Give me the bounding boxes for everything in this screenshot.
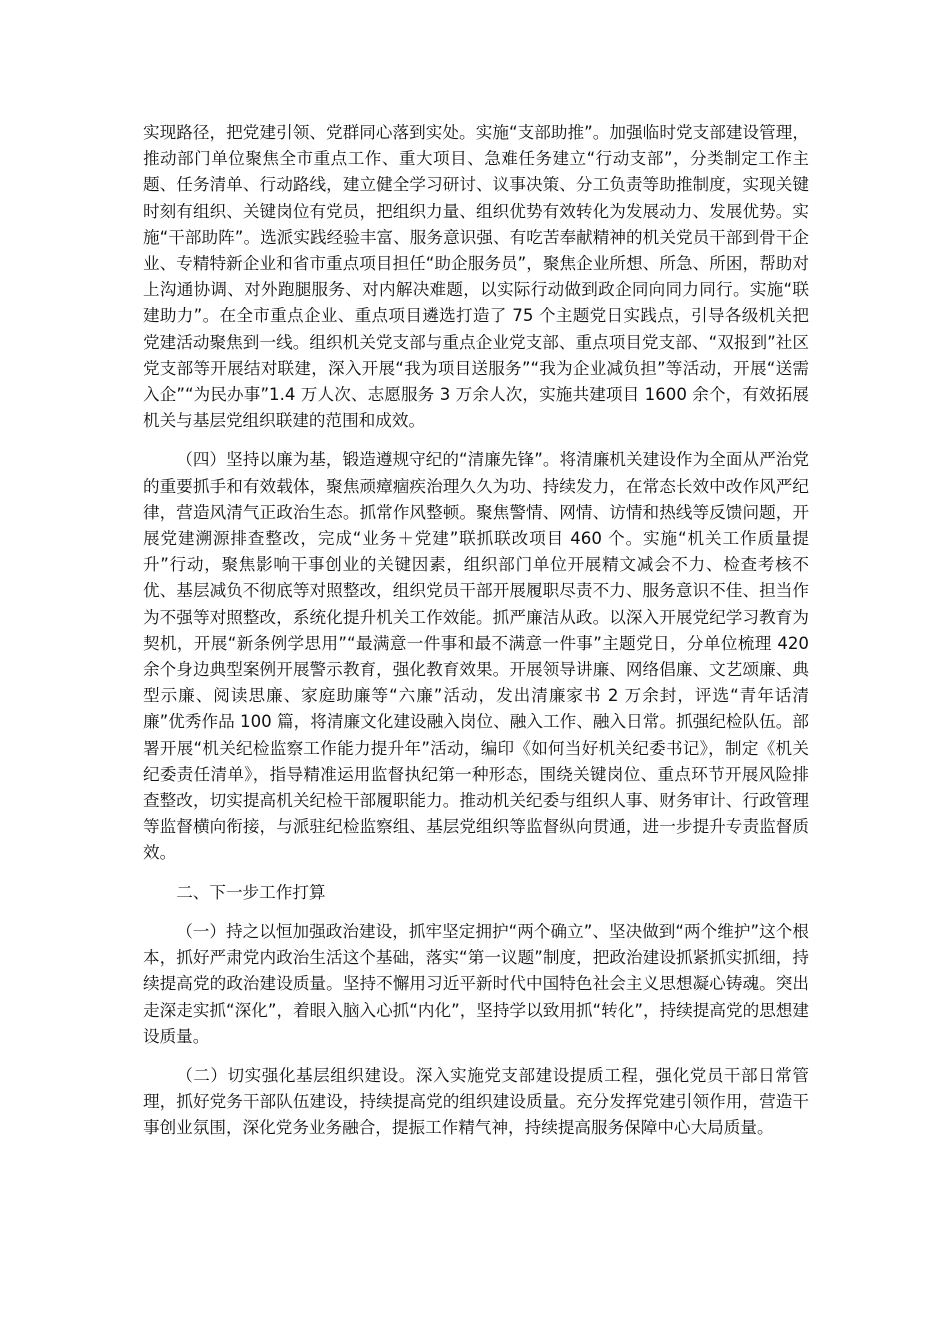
section-heading-next-steps: 二、下一步工作打算 — [176, 882, 326, 902]
paragraph-clean-government: （四）坚持以廉为基，锻造遵规守纪的“清廉先锋”。将清廉机关建设作为全面从严治党的重要抓手和有效载体，聚焦顽瘴痼疾治理久久为功、持续发力，在常态长效中改作风严纪律，营造风清气正政治生态。抓常作风整顿。聚焦警情、网情、访情和热线等反馈问题，开展党建溯源排查整改，完成“业务＋党建”联抓联改项目 460 个。实施“机关工作质量提升”行动，聚焦影响干事创业的关键因素，组织部门单位开展精文减会不力、检查考核不优、基层减负不彻底等对照整改，组织党员干部开展履职尽责不力、服务意识不佳、担当作为不强等对照整改，系统化提升机关工作效能。抓严廉洁从政。以深入开展党纪学习教育为契机，开展“新条例学思用”“最满意一件事和最不满意一件事”主题党日，分单位梳理 420 余个身边典型案例开展警示教育，强化教育效果。开展领导讲廉、网络倡廉、文艺颂廉、典型示廉、阅读思廉、家庭助廉等“六廉”活动，发出清廉家书 2 万余封，评选“青年话清廉”优秀作品 100 篇，将清廉文化建设融入岗位、融入工作、融入日常。抓强纪检队伍。部署开展“机关纪检监察工作能力提升年”活动，编印《如何当好机关纪委书记》，制定《机关纪委责任清单》，指导精准运用监督执纪第一种形态，围绕关键岗位、重点环节开展风险排查整改，切实提高机关纪检干部履职能力。推动机关纪委与组织人事、财务审计、行政管理等监督横向衔接，与派驻纪检监察组、基层党组织等监督纵向贯通，进一步提升专责监督质效。 — [143, 450, 809, 863]
paragraph-political-construction: （一）持之以恒加强政治建设，抓牢坚定拥护“两个确立”、坚决做到“两个维护”这个根本，抓好严肃党内政治生活这个基础，落实“第一议题”制度，把政治建设抓紧抓实抓细，持续提高党的政治建设质量。坚持不懈用习近平新时代中国特色社会主义思想凝心铸魂。突出走深走实抓“深化”，着眼入脑入心抓“内化”，坚持学以致用抓“转化”，持续提高党的思想建设质量。 — [143, 921, 809, 1046]
document-page — [143, 120, 809, 1155]
paragraph-grassroots-organization: （二）切实强化基层组织建设。深入实施党支部建设提质工程，强化党员干部日常管理，抓好党务干部队伍建设，持续提高党的组织建设质量。充分发挥党建引领作用，营造干事创业氛围，深化党务业务融合，提振工作精气神，持续提高服务保障中心大局质量。 — [143, 1065, 809, 1138]
paragraph-party-building-practice: 实现路径，把党建引领、党群同心落到实处。实施“支部助推”。加强临时党支部建设管理，推动部门单位聚焦全市重点工作、重大项目、急难任务建立“行动支部”，分类制定工作主题、任务清单、行动路线，建立健全学习研讨、议事决策、分工负责等助推制度，实现关键时刻有组织、关键岗位有党员，把组织力量、组织优势有效转化为发展动力、发展优势。实施“干部助阵”。选派实践经验丰富、服务意识强、有吃苦奉献精神的机关党员干部到骨干企业、专精特新企业和省市重点项目担任“助企服务员”，聚焦企业所想、所急、所困，帮助对上沟通协调、对外跑腿服务、对内解决难题，以实际行动做到政企同向同力同行。实施“联建助力”。在全市重点企业、重点项目遴选打造了 75 个主题党日实践点，引导各级机关把党建活动聚焦到一线。组织机关党支部与重点企业党支部、重点项目党支部、“双报到”社区党支部等开展结对联建，深入开展“我为项目送服务”“我为企业减负担”等活动，开展“送需入企”“为民办事”1.4 万人次、志愿服务 3 万余人次，实施共建项目 1600 余个，有效拓展机关与基层党组织联建的范围和成效。 — [143, 123, 809, 431]
